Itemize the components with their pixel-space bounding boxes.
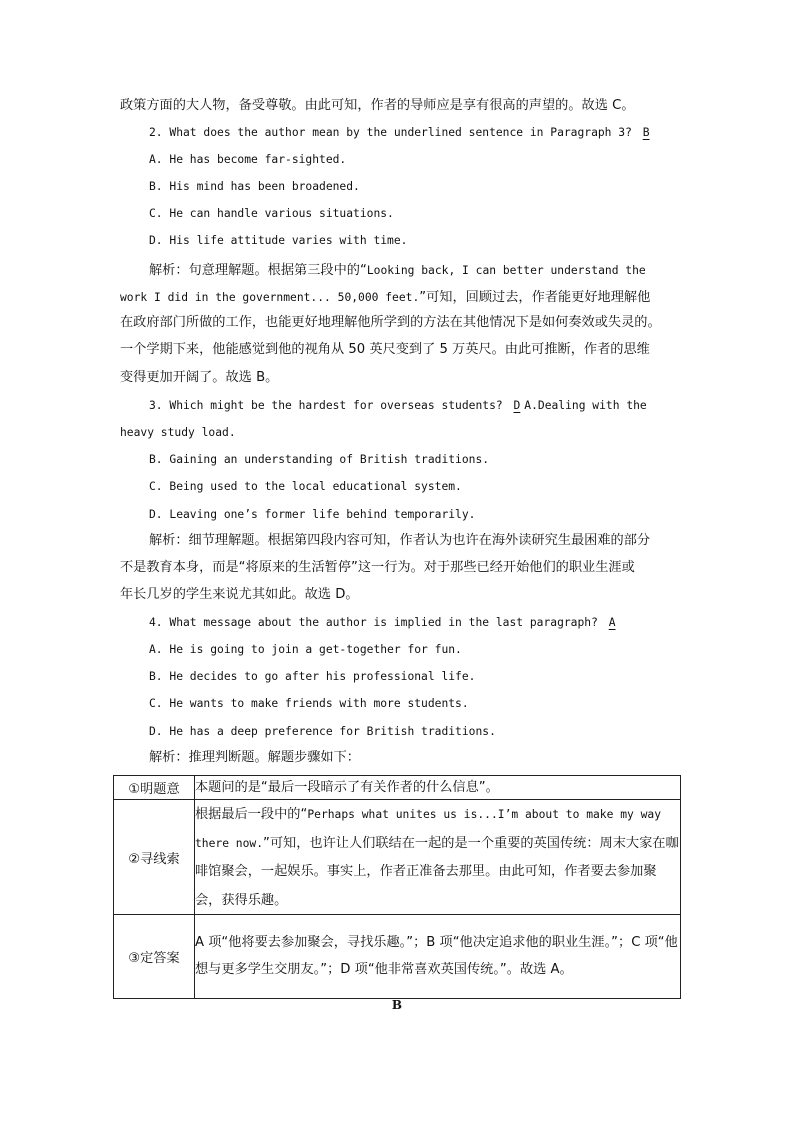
- option-c: C. He can handle various situations.: [149, 207, 394, 220]
- section-marker: B: [391, 998, 403, 1012]
- option-b: B. He decides to go after his professional life.: [149, 670, 476, 683]
- content-text: 根据最后一段中的“: [195, 807, 308, 822]
- option-c: C. Being used to the local educational system.: [149, 480, 462, 493]
- option-a: A. He is going to join a get-together for fun.: [149, 643, 462, 656]
- option-d: D. Leaving one’s former life behind temporarily.: [149, 508, 476, 521]
- answer-blank: B: [642, 126, 650, 139]
- explanation-line: 一个学期下来，他能感觉到他的视角从 50 英尺变到了 5 万英尺。由此可推断，作者的思维: [120, 342, 650, 357]
- quoted-text: Perhaps what unites us is...I’m about to make my way there now.: [195, 808, 662, 850]
- row-content: A 项“他将要去参加聚会，寻找乐趣。”；B 项“他决定追求他的职业生涯。”；C 项“他想与更多学生交朋友。”；D 项“他非常喜欢英国传统。”。故选 A。: [195, 915, 681, 999]
- option-b: B. Gaining an understanding of British traditions.: [149, 453, 490, 466]
- option-a: A.Dealing with the: [524, 399, 647, 412]
- explanation-text: 解析：句意理解题。根据第三段中的“: [149, 263, 367, 278]
- explanation-text: ”可知，回顾过去，作者能更好地理解他: [419, 290, 651, 305]
- table-row: [114, 776, 681, 800]
- row-content: [195, 800, 681, 915]
- row-label: ①明题意: [114, 776, 195, 800]
- option-d: D. His life attitude varies with time.: [149, 234, 408, 247]
- question-4: [149, 613, 620, 633]
- explanation-line: [120, 286, 650, 306]
- question-2: [149, 123, 654, 143]
- table-row: [114, 800, 681, 915]
- explanation-line: 政策方面的大人物，备受尊敬。由此可知，作者的导师应是享有很高的声望的。故选 C。: [120, 98, 635, 113]
- option-d: D. He has a deep preference for British traditions.: [149, 725, 496, 738]
- answer-blank: D: [513, 399, 521, 412]
- explanation-line: 不是教育本身，而是“将原来的生活暂停”这一行为。对于那些已经开始他们的职业生涯或: [120, 560, 635, 575]
- question-text: 2. What does the author mean by the underlined sentence in Paragraph 3?: [149, 126, 632, 139]
- analysis-table: [113, 775, 681, 999]
- quoted-text: work I did in the government... 50,000 feet.: [120, 291, 420, 304]
- option-c: C. He wants to make friends with more students.: [149, 697, 469, 710]
- question-3: [149, 396, 647, 416]
- explanation-line: 在政府部门所做的工作，也能更好地理解他所学到的方法在其他情况下是如何奏效或失灵的。: [120, 315, 661, 330]
- table-row: [114, 915, 681, 999]
- row-content: 本题问的是“最后一段暗示了有关作者的什么信息”。: [195, 776, 681, 800]
- content-text: ”可知，也许让人们联结在一起的是一个重要的英国传统：周末大家在咖啡馆聚会，一起娱乐。事实上，作者正准备去那里。由此可知，作者要去参加聚会，获得乐趣。: [195, 835, 679, 908]
- explanation-line: 解析：推理判断题。解题步骤如下：: [149, 750, 360, 765]
- explanation-line: 年长几岁的学生来说尤其如此。故选 D。: [120, 587, 359, 602]
- option-b: B. His mind has been broadened.: [149, 180, 360, 193]
- row-label: ②寻线索: [114, 800, 195, 915]
- explanation-line: 解析：细节理解题。根据第四段内容可知，作者认为也许在海外读研究生最困难的部分: [149, 533, 651, 548]
- explanation-line: [149, 259, 646, 279]
- option-a: A. He has become far-sighted.: [149, 153, 347, 166]
- question-text: 3. Which might be the hardest for overseas students?: [149, 399, 503, 412]
- explanation-line: 变得更加开阔了。故选 B。: [120, 370, 279, 385]
- option-a-continued: heavy study load.: [120, 426, 236, 439]
- quoted-text: Looking back, I can better understand the: [366, 264, 646, 277]
- question-text: 4. What message about the author is implied in the last paragraph?: [149, 616, 598, 629]
- row-label: ③定答案: [114, 915, 195, 999]
- answer-blank: A: [608, 616, 616, 629]
